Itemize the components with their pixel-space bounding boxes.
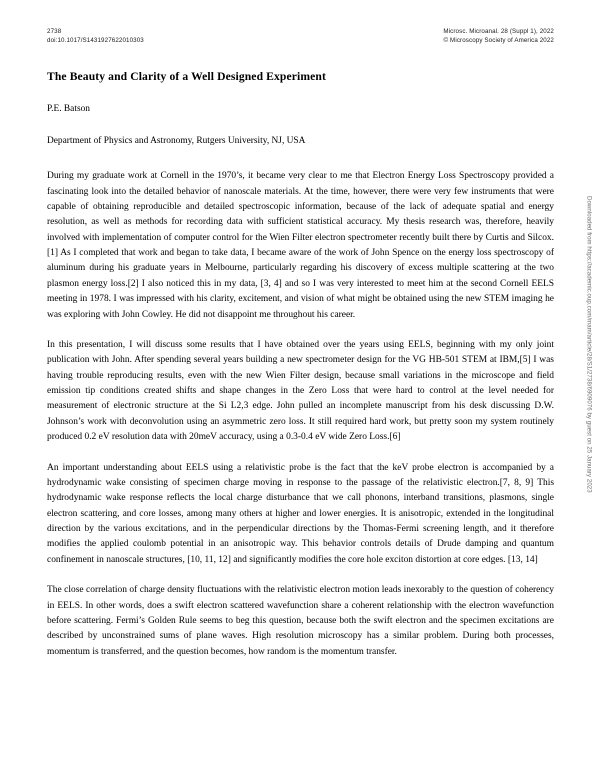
page-title: The Beauty and Clarity of a Well Designed Experiment bbox=[47, 70, 326, 84]
running-header bbox=[47, 27, 554, 45]
page-content bbox=[47, 27, 554, 660]
body-paragraph: An important understanding about EELS using a relativistic probe is the fact that the keV probe electron is accompanied by a hydrodynamic wake consisting of specimen charge moving in response to the passage of the relativistic electron.[7, 8, 9] This hydrodynamic wake response reflects the local charge disturbance that we call phonons, interband transitions, plasmons, single electron scattering, and core losses, among many others at higher and lower energies. It is anisotropic, extended in the longitudinal direction by the various excitations, and in the perpendicular directions by the Thomas-Fermi screening length, and it therefore modifies the applied coulomb potential in an anisotropic way. This behavior controls details of Drude damping and quantum confinement in nanoscale structures, [10, 11, 12] and significantly modifies the core hole exciton distortion at core edges. [13, 14] bbox=[47, 462, 554, 565]
copyright-notice: © Microscopy Society of America 2022 bbox=[443, 37, 554, 45]
journal-citation: Microsc. Microanal. 28 (Suppl 1), 2022 bbox=[443, 28, 554, 35]
doi-text: doi:10.1017/S1431927622010303 bbox=[47, 37, 144, 45]
body-paragraph: During my graduate work at Cornell in the 1970’s, it became very clear to me that Electron Energy Loss Spectroscopy provided a fascinating look into the detailed behavior of nanoscale materials. At the time, however, there were very few instruments that were capable of obtaining reproducible and detailed spectroscopic information, because of the lack of adequate spatial and energy resolution, as well as methods for recording data with sufficient statistical accuracy. My thesis research was, therefore, heavily involved with implementation of computer control for the Wien Filter electron spectrometer recently built there by Curtis and Silcox.[1] As I completed that work and began to take data, I became aware of the work of John Spence on the energy loss spectroscopy of aluminum during his graduate years in Melbourne, particularly regarding his discovery of excess multiple scattering at the two plasmon energy loss.[2] I also noticed this in my data, [3, 4] and so I was very interested to meet him at the second Cornell EELS meeting in 1978. I was impressed with his clarity, excitement, and vision of what might be obtained using the new STEM imaging he was exploring with John Cowley. He did not disappoint me throughout his career. bbox=[47, 171, 554, 320]
author-name: P.E. Batson bbox=[47, 104, 90, 115]
article-body bbox=[47, 169, 554, 660]
running-header-right bbox=[443, 27, 554, 45]
author-affiliation: Department of Physics and Astronomy, Rutgers University, NJ, USA bbox=[47, 136, 306, 147]
page-number: 2738 bbox=[47, 28, 62, 35]
running-header-left bbox=[47, 27, 144, 45]
body-paragraph: The close correlation of charge density fluctuations with the relativistic electron motion leads inexorably to the question of coherency in EELS. In other words, does a swift electron scattered wavefunction share a coherent relationship with the electron wavefunction before scattering. Fermi’s Golden Rule seems to beg this question, because both the swift electron and the specimen excitations are described by unconstrained sums of plane waves. High resolution microscopy has a similar problem. During both processes, momentum is transferred, and the question becomes, how random is the momentum transfer. bbox=[47, 585, 554, 657]
body-paragraph: In this presentation, I will discuss some results that I have obtained over the years using EELS, beginning with my only joint publication with John. After spending several years building a new spectrometer design for the VG HB-501 STEM at IBM,[5] I was having trouble reproducing results, even with the new Wien Filter design, because small variations in the microscope and field emission tip conditions created shifts and shape changes in the Zero Loss that were hard to control at the level needed for measurement of electronic structure at the Si L2,3 edge. John pulled an incomplete manuscript from his desk discussing D.W. Johnson’s work with deconvolution using an asymmetric zero loss. It still required hard work, but pretty soon my system routinely produced 0.2 eV resolution data with 20meV accuracy, using a 0.3-0.4 eV wide Zero Loss.[6] bbox=[47, 340, 554, 443]
download-watermark bbox=[581, 196, 597, 556]
download-watermark-text: Downloaded from https://academic.oup.com/mam/article/28/S1/2738/6909076 by guest on 25 January 2023 bbox=[585, 196, 593, 493]
